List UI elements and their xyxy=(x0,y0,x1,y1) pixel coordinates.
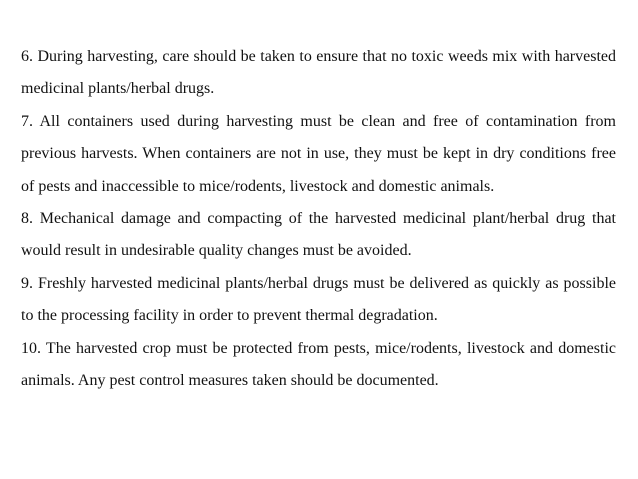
paragraph-7: 7. All containers used during harvesting must be clean and free of contamination from previous harvests. When containers are not in use, they must be kept in dry conditions free of pests and inaccessible to mice/rodents, livestock and domestic animals. xyxy=(21,112,616,195)
paragraph-8: 8. Mechanical damage and compacting of the harvested medicinal plant/herbal drug that would result in undesirable quality changes must be avoided. xyxy=(21,210,616,260)
paragraph-9: 9. Freshly harvested medicinal plants/herbal drugs must be delivered as quickly as possible to the processing facility in order to prevent thermal degradation. xyxy=(21,274,616,325)
document-body xyxy=(21,41,616,397)
paragraph-10: 10. The harvested crop must be protected from pests, mice/rodents, livestock and domestic animals. Any pest control measures taken should be documented. xyxy=(21,339,616,390)
paragraph-6: 6. During harvesting, care should be taken to ensure that no toxic weeds mix with harvested medicinal plants/herbal drugs. xyxy=(21,48,616,98)
